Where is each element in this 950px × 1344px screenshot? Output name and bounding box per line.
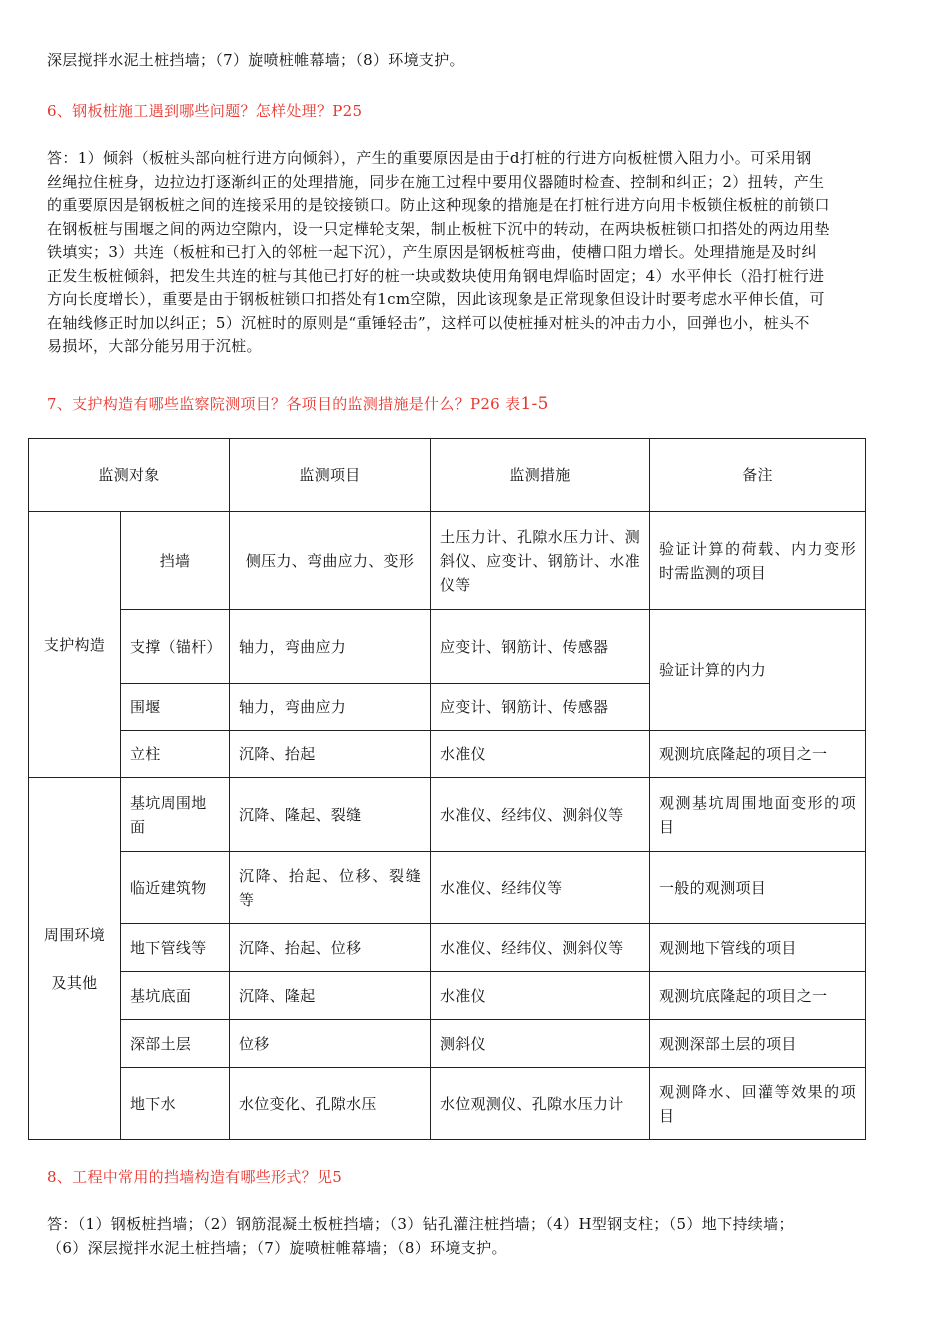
answer-line: 在钢板桩与围堰之间的两边空隙内，设一只定樺轮支架，制止板桩下沉中的转动，在两块板桩锁口扣搭处的两边用垫: [47, 219, 830, 238]
monitoring-item: 沉降、隆起、裂缝: [230, 778, 431, 852]
header-monitoring-measure: 监测措施: [431, 439, 650, 512]
question-6-heading: 6、钢板桩施工遇到哪些问题？怎样处理？P25: [47, 102, 363, 120]
note: 观测坑底隆起的项目之一: [650, 972, 866, 1020]
sub-object: 基坑底面: [121, 972, 230, 1020]
question-7-heading: [47, 392, 549, 416]
question-8-answer: [47, 1213, 794, 1260]
note: 验证计算的荷载、内力变形时需监测的项目: [650, 512, 866, 610]
table-header-row: [29, 439, 866, 512]
note: 观测基坑周围地面变形的项目: [650, 778, 866, 852]
note: 观测降水、回灌等效果的项目: [650, 1068, 866, 1140]
table-row: [29, 852, 866, 924]
table-row: [29, 610, 866, 684]
sub-object: 地下管线等: [121, 924, 230, 972]
table-row: [29, 1068, 866, 1140]
question-8-heading: 8、工程中常用的挡墙构造有哪些形式？见5: [47, 1168, 343, 1186]
sub-object: 支撑（锚杆）: [121, 610, 230, 684]
monitoring-measure: 水准仪、经纬仪、测斜仪等: [431, 778, 650, 852]
monitoring-measure: 水准仪、经纬仪等: [431, 852, 650, 924]
header-note: 备注: [650, 439, 866, 512]
group-environment-line1: 周围环境: [43, 925, 106, 944]
sub-object: 深部土层: [121, 1020, 230, 1068]
monitoring-measure: 水准仪: [431, 972, 650, 1020]
monitoring-item: 水位变化、孔隙水压: [230, 1068, 431, 1140]
group-environment-line2: 及其他: [51, 973, 98, 992]
monitoring-measure: 测斜仪: [431, 1020, 650, 1068]
monitoring-table: [28, 438, 866, 1140]
monitoring-item: 轴力，弯曲应力: [230, 684, 431, 731]
monitoring-item: 侧压力、弯曲应力、变形: [230, 512, 431, 610]
sub-object: 临近建筑物: [121, 852, 230, 924]
answer-line: 铁填实；3）共连（板桩和已打入的邻桩一起下沉），产生原因是钢板桩弯曲，使槽口阻力增长。处理措施是及时纠: [47, 243, 817, 261]
answer-line: 易损坏，大部分能另用于沉桩。: [47, 337, 262, 355]
continuation-line: 深层搅拌水泥土桩挡墙；（7）旋喷桩帷幕墙；（8）环境支护。: [47, 51, 465, 69]
monitoring-measure: 土压力计、孔隙水压力计、测斜仪、应变计、钢筋计、水准仪等: [431, 512, 650, 610]
monitoring-item: 沉降、抬起、位移、裂缝等: [230, 852, 431, 924]
question-6-answer: [47, 147, 830, 359]
note: 观测深部土层的项目: [650, 1020, 866, 1068]
monitoring-item: 沉降、抬起、位移: [230, 924, 431, 972]
answer-line: 的重要原因是钢板桩之间的连接采用的是铰接锁口。防止这种现象的措施是在打桩行进方向用卡板锁住板桩的前锁口: [47, 196, 830, 214]
monitoring-measure: 水位观测仪、孔隙水压力计: [431, 1068, 650, 1140]
monitoring-item: 轴力，弯曲应力: [230, 610, 431, 684]
monitoring-item: 沉降、隆起: [230, 972, 431, 1020]
table-row: [29, 778, 866, 852]
header-monitoring-item: 监测项目: [230, 439, 431, 512]
answer-line: 答：（1）钢板桩挡墙；（2）钢筋混凝土板桩挡墙；（3）钻孔灌注桩挡墙；（4）H型钢支柱；（5）地下持续墙；: [47, 1215, 794, 1233]
answer-line: 方向长度增长），重要是由于钢板桩锁口扣搭处有1cm空隙，因此该现象是正常现象但设计时要考虑水平伸长值，可: [47, 290, 825, 308]
answer-line: （6）深层搅拌水泥土桩挡墙；（7）旋喷桩帷幕墙；（8）环境支护。: [47, 1238, 507, 1257]
monitoring-measure: 应变计、钢筋计、传感器: [431, 684, 650, 731]
note: 验证计算的内力: [650, 610, 866, 731]
note: 一般的观测项目: [650, 852, 866, 924]
table-row: [29, 1020, 866, 1068]
table-row: [29, 731, 866, 778]
table-number: 1-5: [520, 394, 549, 414]
question-7-title: 7、支护构造有哪些监察院测项目？各项目的监测措施是什么？P26 表: [47, 395, 521, 413]
sub-object: 地下水: [121, 1068, 230, 1140]
monitoring-measure: 应变计、钢筋计、传感器: [431, 610, 650, 684]
sub-object: 围堰: [121, 684, 230, 731]
note: 观测坑底隆起的项目之一: [650, 731, 866, 778]
monitoring-measure: 水准仪: [431, 731, 650, 778]
group-environment: [29, 778, 121, 1140]
table-row: [29, 924, 866, 972]
answer-line: 答：1）倾斜（板桩头部向桩行进方向倾斜），产生的重要原因是由于d打桩的行进方向板桩惯入阻力小。可采用钢: [47, 149, 812, 167]
group-support-structure: 支护构造: [29, 512, 121, 778]
answer-line: 在轴线修正时加以纠正；5）沉桩时的原则是“重锤轻击”，这样可以使桩捶对桩头的冲击力小，回弹也小，桩头不: [47, 313, 810, 332]
monitoring-item: 位移: [230, 1020, 431, 1068]
monitoring-measure: 水准仪、经纬仪、测斜仪等: [431, 924, 650, 972]
monitoring-item: 沉降、抬起: [230, 731, 431, 778]
table-row: [29, 972, 866, 1020]
note: 观测地下管线的项目: [650, 924, 866, 972]
sub-object: 立柱: [121, 731, 230, 778]
answer-line: 正发生板桩倾斜，把发生共连的桩与其他已打好的桩一块或数块使用角钢电焊临时固定；4）水平伸长（沿打桩行进: [47, 266, 825, 285]
sub-object: 挡墙: [121, 512, 230, 610]
sub-object: 基坑周围地面: [121, 778, 230, 852]
table-row: [29, 512, 866, 610]
header-monitoring-object: 监测对象: [29, 439, 230, 512]
answer-line: 丝绳拉住桩身，边拉边打逐渐纠正的处理措施，同步在施工过程中要用仪器随时检查、控制和纠正；2）扭转，产生: [47, 172, 825, 191]
